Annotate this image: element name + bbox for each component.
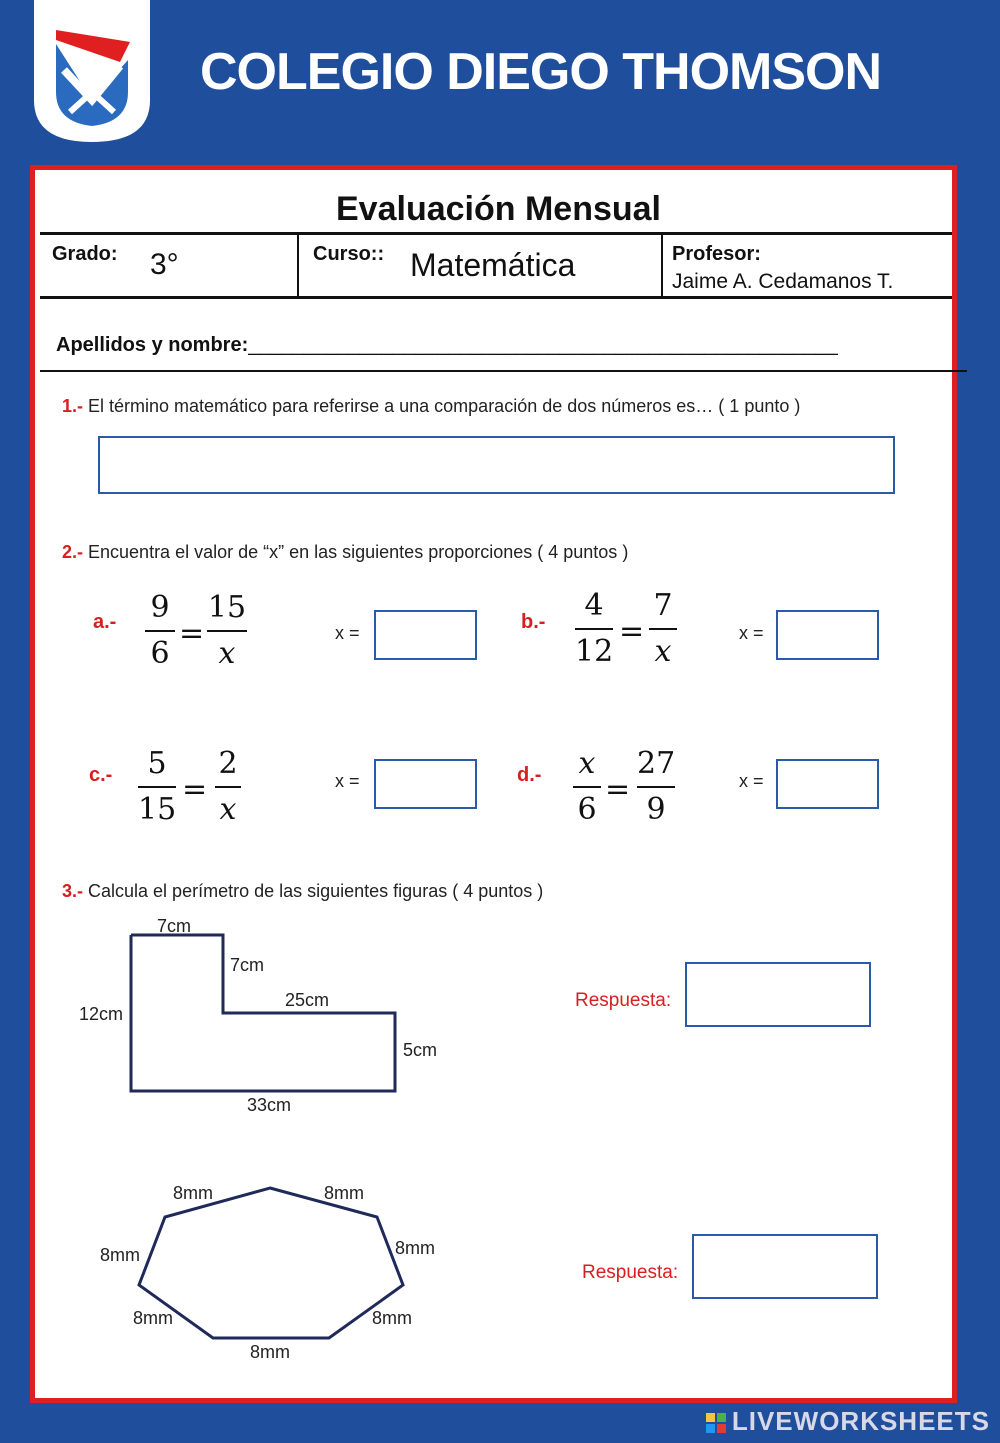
- student-name-field: [56, 334, 838, 357]
- answer-box-b[interactable]: [776, 610, 879, 660]
- equals-sign: =: [179, 616, 205, 651]
- curso-label: Curso::: [313, 243, 385, 265]
- divider: [40, 296, 952, 299]
- question-3: [62, 881, 543, 902]
- equals-sign: =: [182, 772, 208, 807]
- worksheet-title: Evaluación Mensual: [336, 190, 661, 228]
- label-inner-vertical: 7cm: [230, 955, 265, 975]
- label-right: 5cm: [403, 1040, 438, 1060]
- question-number: 3.-: [62, 881, 84, 901]
- x-label: x =: [739, 771, 764, 791]
- fraction: 4 12: [575, 588, 614, 669]
- liveworksheets-logo: [706, 1406, 990, 1437]
- item-letter: c.-: [89, 764, 113, 786]
- label-left: 12cm: [79, 1004, 124, 1024]
- question-number: 2.-: [62, 542, 84, 562]
- fraction: 15 x: [207, 590, 247, 671]
- label-bottom: 33cm: [247, 1095, 292, 1115]
- question-1: [62, 396, 800, 417]
- answer-label: Respuesta:: [582, 1262, 679, 1283]
- side-label: 8mm: [372, 1308, 412, 1328]
- fraction: x 6: [573, 744, 601, 830]
- divider: [661, 234, 663, 296]
- answer-box-figure-1[interactable]: [685, 962, 871, 1027]
- x-label: x =: [335, 771, 360, 791]
- question-number: 1.-: [62, 396, 84, 416]
- fraction: 27 9: [637, 746, 676, 827]
- fraction: 2 x: [215, 744, 241, 830]
- answer-box-figure-2[interactable]: [692, 1234, 878, 1299]
- question-2: [62, 542, 628, 563]
- nombre-label: Apellidos y nombre:: [56, 334, 249, 356]
- label-top: 7cm: [157, 916, 192, 936]
- grado-label: Grado:: [52, 243, 118, 265]
- fraction: 5 15: [138, 746, 177, 827]
- x-label: x =: [335, 623, 360, 643]
- profesor-value: Jaime A. Cedamanos T.: [672, 270, 894, 293]
- school-name: COLEGIO DIEGO THOMSON: [200, 43, 882, 101]
- item-letter: d.-: [517, 764, 542, 786]
- profesor-label: Profesor:: [672, 243, 761, 265]
- side-label: 8mm: [395, 1238, 435, 1258]
- liveworksheets-icon: [706, 1413, 726, 1433]
- side-label: 8mm: [100, 1245, 140, 1265]
- answer-box-d[interactable]: [776, 759, 879, 809]
- liveworksheets-text: LIVEWORKSHEETS: [731, 1406, 990, 1436]
- equals-sign: =: [605, 772, 631, 807]
- x-label: x =: [739, 623, 764, 643]
- heptagon-outline: [139, 1188, 403, 1338]
- question-text: Calcula el perímetro de las siguientes figuras ( 4 puntos ): [83, 881, 544, 901]
- answer-box-c[interactable]: [374, 759, 477, 809]
- grado-value: 3°: [150, 248, 179, 281]
- label-inner-horizontal: 25cm: [285, 990, 330, 1010]
- item-letter: a.-: [93, 611, 117, 633]
- l-shape-figure: [35, 910, 475, 1120]
- question-text: Encuentra el valor de “x” en las siguientes proporciones ( 4 puntos ): [83, 542, 629, 562]
- school-shield-logo: [34, 0, 150, 142]
- item-letter: b.-: [521, 611, 546, 633]
- side-label: 8mm: [324, 1183, 364, 1203]
- question-text: El término matemático para referirse a una comparación de dos números es… ( 1 punto ): [83, 396, 801, 416]
- divider: [40, 232, 952, 235]
- side-label: 8mm: [173, 1183, 213, 1203]
- divider: [297, 234, 299, 296]
- answer-label: Respuesta:: [575, 990, 672, 1011]
- equals-sign: =: [619, 614, 645, 649]
- divider: [40, 370, 967, 372]
- fraction: 7 x: [649, 586, 677, 672]
- answer-box-a[interactable]: [374, 610, 477, 660]
- curso-value: Matemática: [410, 247, 576, 283]
- answer-box-q1[interactable]: [98, 436, 895, 494]
- side-label: 8mm: [250, 1342, 290, 1362]
- worksheet: [30, 165, 957, 1403]
- fraction: 9 6: [145, 588, 175, 674]
- side-label: 8mm: [133, 1308, 173, 1328]
- nombre-line: _____________________________________________________: [248, 334, 838, 356]
- heptagon-figure: [35, 1170, 475, 1370]
